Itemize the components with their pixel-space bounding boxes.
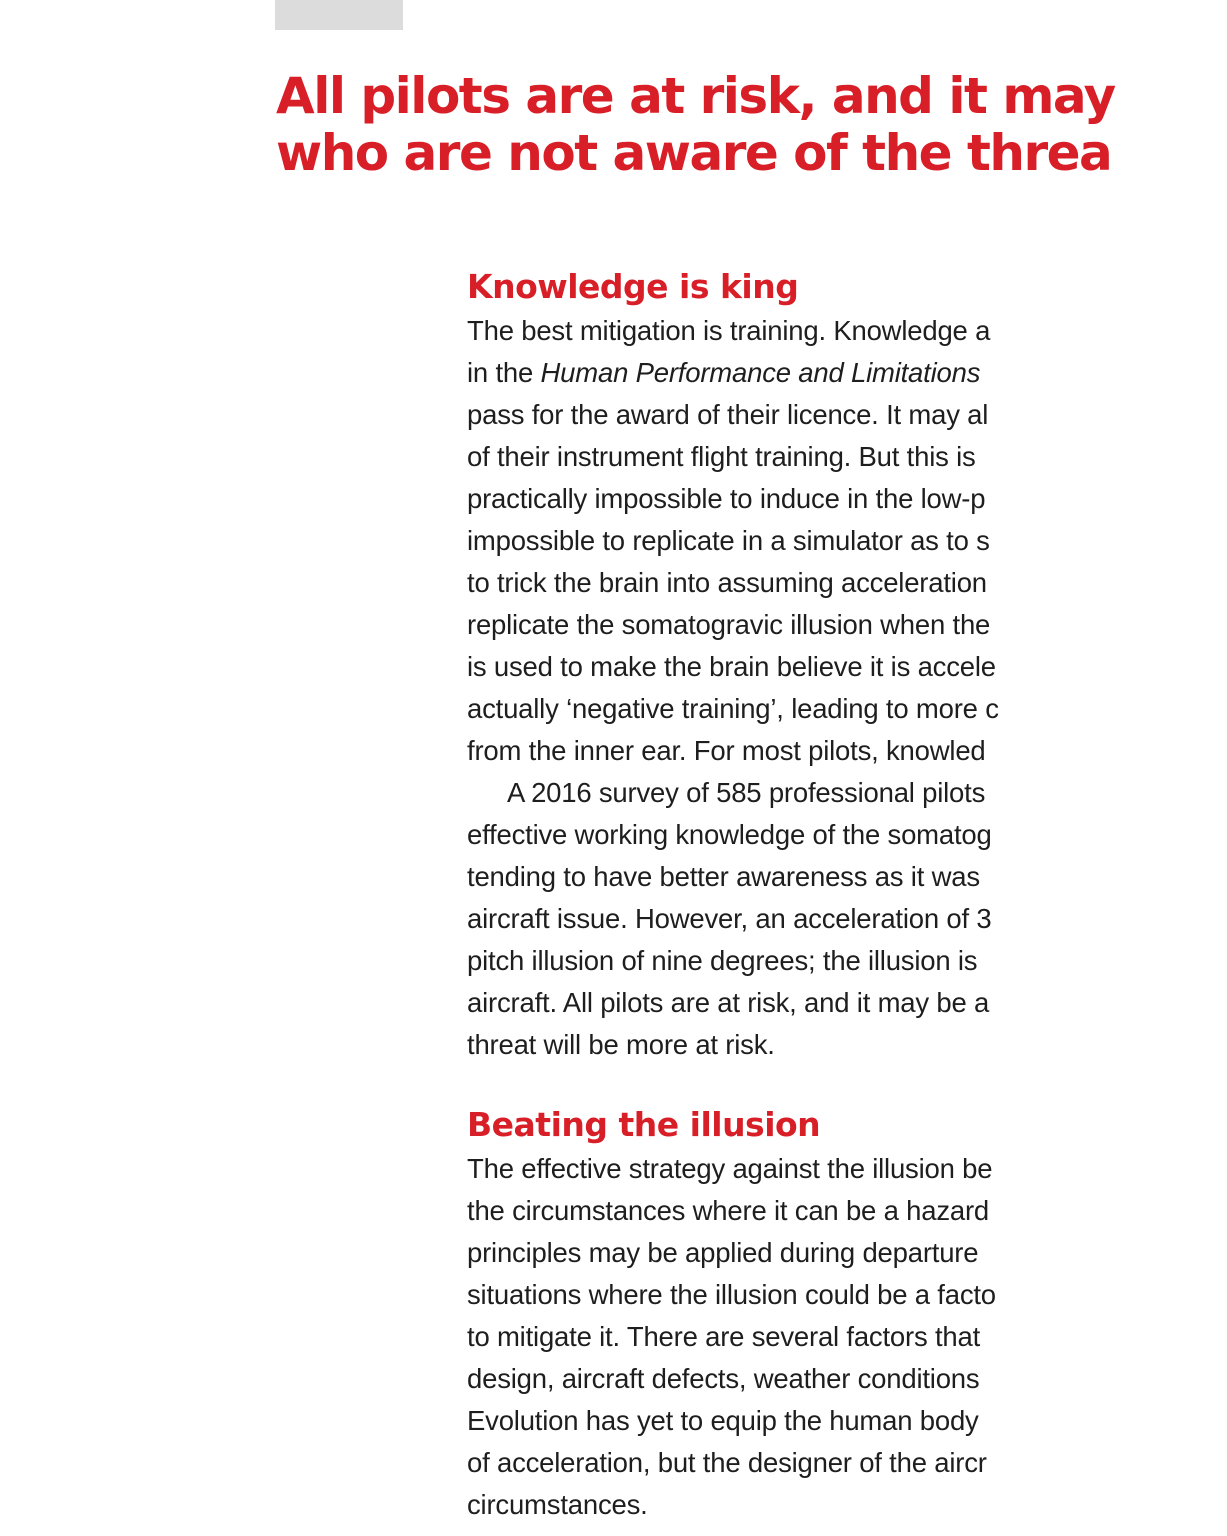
text-line: the circumstances where it can be a hazard: [467, 1195, 990, 1226]
text-line: actually ‘negative training’, leading to more c: [467, 693, 999, 724]
paragraph: [467, 772, 1227, 1066]
pull-quote-line: who are not aware of the threa: [276, 124, 1112, 182]
text-line: circumstances.: [467, 1489, 648, 1520]
paragraph: [467, 310, 1227, 772]
text-line: effective working knowledge of the somatog: [467, 819, 992, 850]
text-line: threat will be more at risk.: [467, 1029, 775, 1060]
text-line: tending to have better awareness as it was: [467, 861, 980, 892]
text-line: to trick the brain into assuming acceleration: [467, 567, 987, 598]
text-line: of their instrument flight training. But this is: [467, 441, 976, 472]
text-line: pitch illusion of nine degrees; the illusion is: [467, 945, 978, 976]
text-line: design, aircraft defects, weather conditions: [467, 1363, 980, 1394]
text-line: pass for the award of their licence. It may al: [467, 399, 989, 430]
section-heading-beating: Beating the illusion: [467, 1105, 821, 1144]
text-line: from the inner ear. For most pilots, knowled: [467, 735, 986, 766]
text-line: situations where the illusion could be a facto: [467, 1279, 996, 1310]
text-line: practically impossible to induce in the low-p: [467, 483, 986, 514]
pull-quote: [276, 68, 1115, 182]
text-line: Evolution has yet to equip the human body: [467, 1405, 979, 1436]
text-line: aircraft issue. However, an acceleration of 3: [467, 903, 992, 934]
text-line: aircraft. All pilots are at risk, and it may be a: [467, 987, 990, 1018]
text-line: [467, 352, 1227, 394]
section-heading-knowledge: Knowledge is king: [467, 267, 799, 306]
book-title: Human Performance and Limitations: [540, 357, 981, 388]
page-tab: [275, 0, 403, 30]
text-line: to mitigate it. There are several factors that: [467, 1321, 981, 1352]
text-span: in the: [467, 357, 541, 388]
text-line: The effective strategy against the illusion be: [467, 1153, 993, 1184]
text-line: impossible to replicate in a simulator as to s: [467, 525, 990, 556]
article-column: [467, 264, 1227, 1526]
text-line: principles may be applied during departure: [467, 1237, 979, 1268]
text-line: A 2016 survey of 585 professional pilots: [507, 777, 986, 808]
text-line: is used to make the brain believe it is accele: [467, 651, 996, 682]
text-line: replicate the somatogravic illusion when the: [467, 609, 991, 640]
text-line: The best mitigation is training. Knowledge a: [467, 315, 991, 346]
paragraph: [467, 1148, 1227, 1526]
text-line: of acceleration, but the designer of the aircr: [467, 1447, 987, 1478]
pull-quote-line: All pilots are at risk, and it may: [276, 67, 1115, 125]
